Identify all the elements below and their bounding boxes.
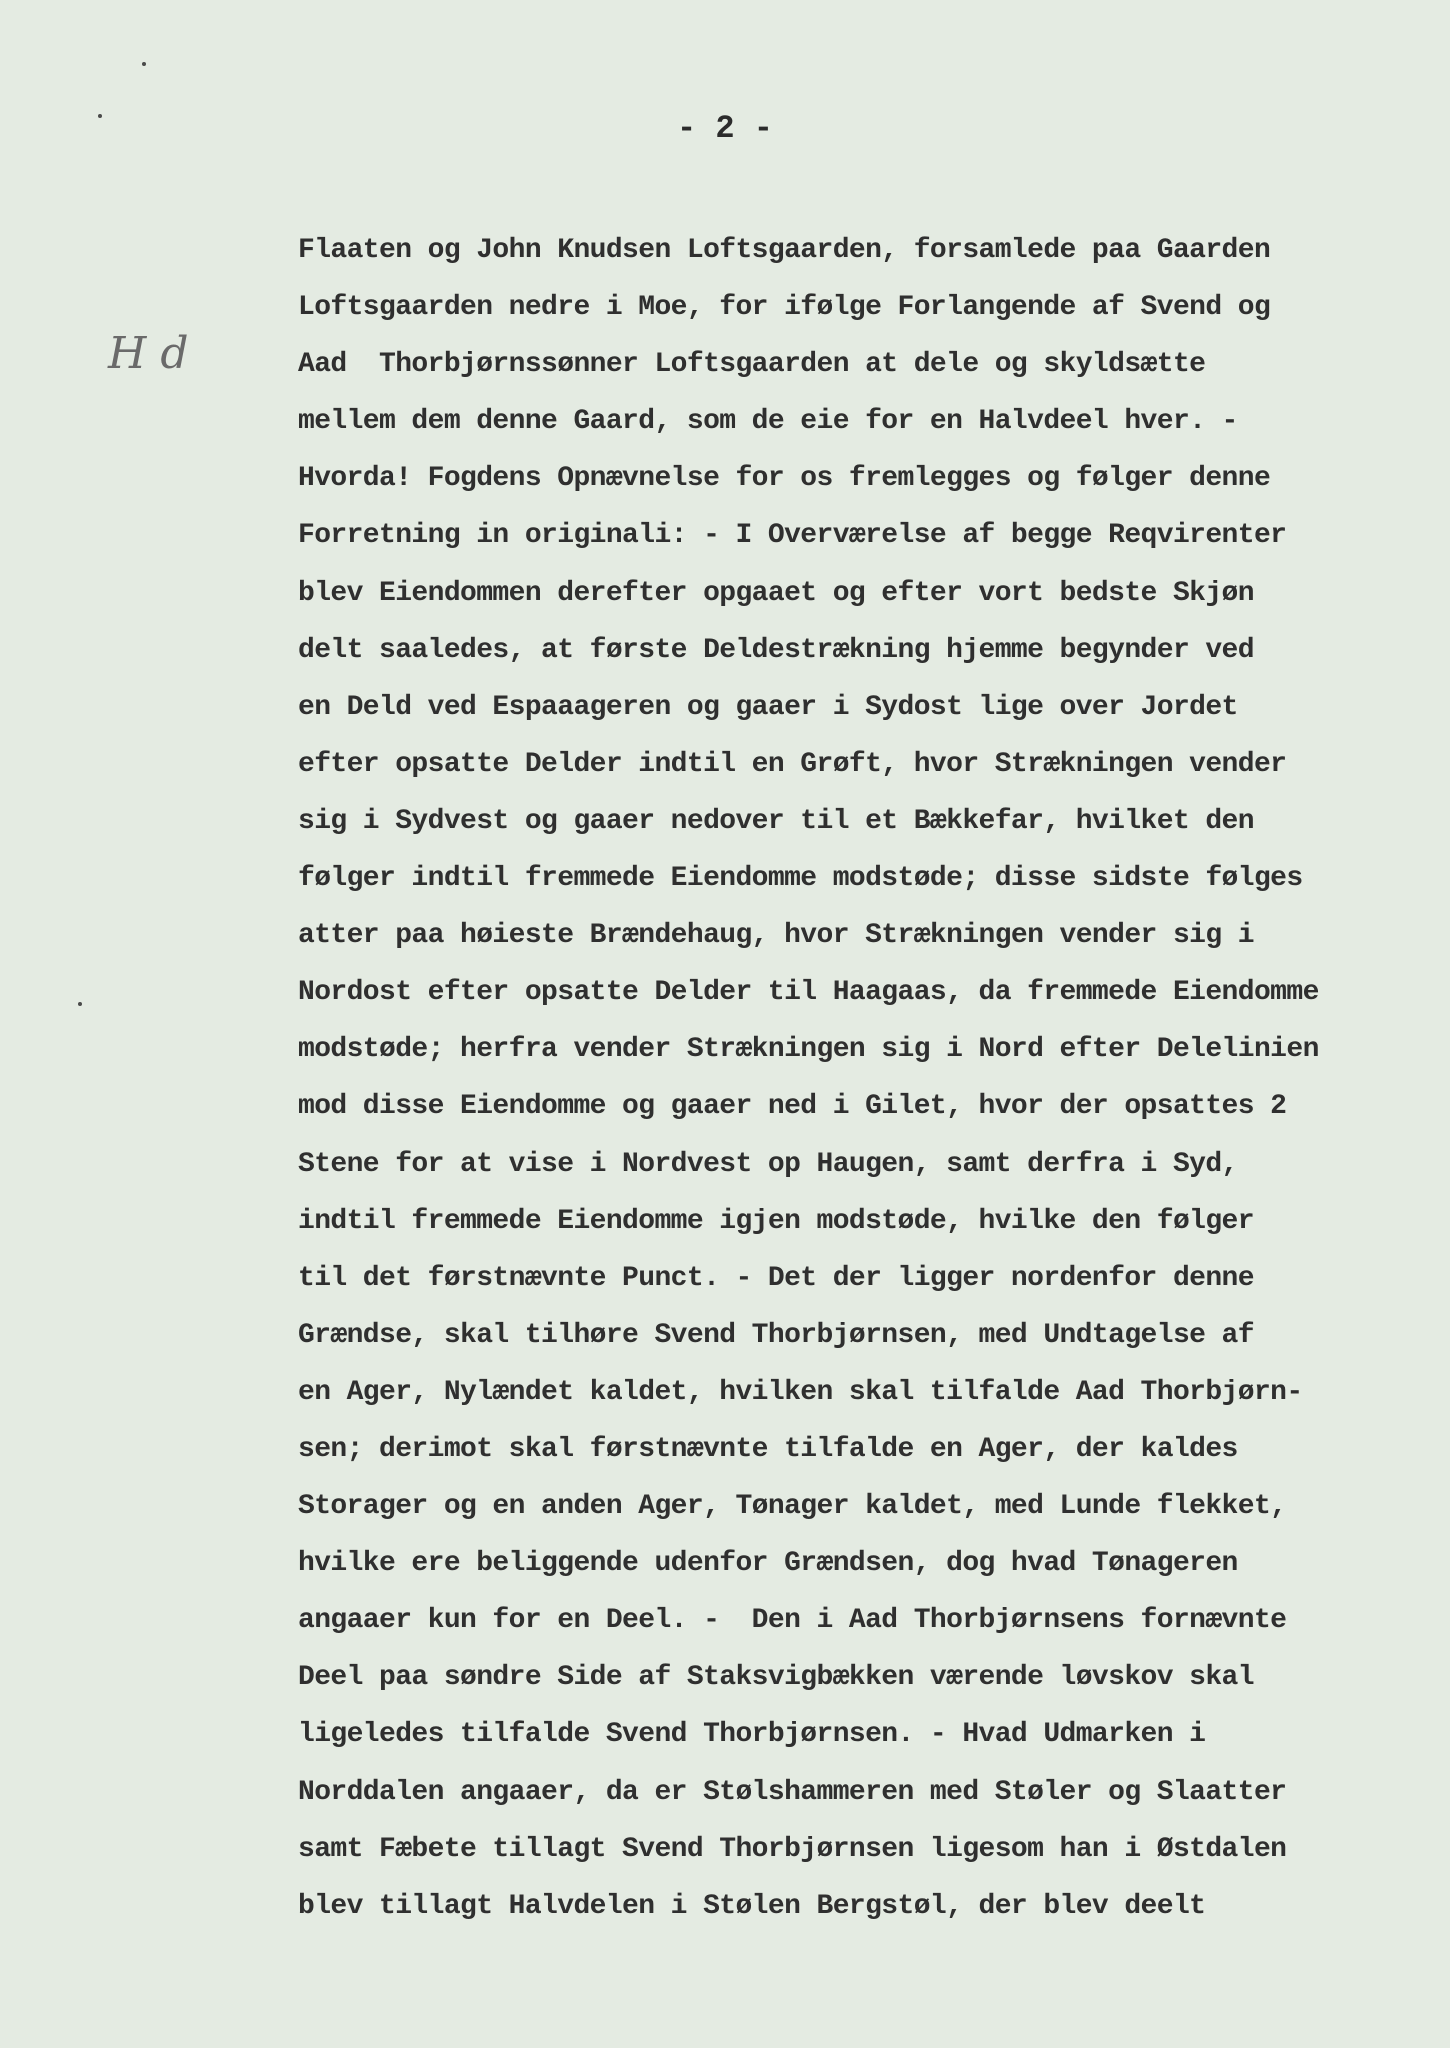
text-line: følger indtil fremmede Eiendomme modstøde; disse sidste følges — [298, 863, 1303, 895]
text-line: atter paa høieste Brændehaug, hvor Strækningen vender sig i — [298, 920, 1254, 952]
handwritten-margin-note: H d — [108, 328, 189, 379]
text-line: Deel paa søndre Side af Staksvigbækken værende løvskov skal — [298, 1662, 1254, 1694]
text-line: en Ager, Nylændet kaldet, hvilken skal tilfalde Aad Thorbjørn- — [298, 1376, 1303, 1408]
text-line: delt saaledes, at første Deldestrækning hjemme begynder ved — [298, 634, 1254, 666]
text-line: Stene for at vise i Nordvest op Haugen, samt derfra i Syd, — [298, 1148, 1238, 1180]
text-line: sig i Sydvest og gaaer nedover til et Bækkefar, hvilket den — [298, 805, 1254, 837]
text-line: sen; derimot skal førstnævnte tilfalde en Ager, der kaldes — [298, 1433, 1238, 1465]
text-line: Grændse, skal tilhøre Svend Thorbjørnsen, med Undtagelse af — [298, 1319, 1254, 1351]
text-line: Norddalen angaaer, da er Stølshammeren med Støler og Slaatter — [298, 1776, 1287, 1808]
text-line: til det førstnævnte Punct. - Det der ligger nordenfor denne — [298, 1262, 1254, 1294]
text-line: en Deld ved Espaaageren og gaaer i Sydost lige over Jordet — [298, 691, 1238, 723]
text-line: mellem dem denne Gaard, som de eie for en Halvdeel hver. - — [298, 406, 1238, 438]
text-line: Hvorda! Fogdens Opnævnelse for os fremlegges og følger denne — [298, 463, 1271, 495]
speck-mark — [142, 62, 146, 66]
text-line: efter opsatte Delder indtil en Grøft, hvor Strækningen vender — [298, 748, 1287, 780]
page-number: - 2 - — [676, 110, 773, 147]
text-line: Aad Thorbjørnssønner Loftsgaarden at dele og skyldsætte — [298, 349, 1206, 381]
text-line: angaaer kun for en Deel. - Den i Aad Thorbjørnsens fornævnte — [298, 1605, 1287, 1637]
text-line: blev Eiendommen derefter opgaaet og efter vort bedste Skjøn — [298, 577, 1254, 609]
speck-mark — [78, 1002, 82, 1006]
text-line: mod disse Eiendomme og gaaer ned i Gilet, hvor der opsattes 2 — [298, 1091, 1287, 1123]
text-line: Forretning in originali: - I Overværelse af begge Reqvirenter — [298, 520, 1287, 552]
text-line: indtil fremmede Eiendomme igjen modstøde, hvilke den følger — [298, 1205, 1254, 1237]
text-line: blev tillagt Halvdelen i Stølen Bergstøl, der blev deelt — [298, 1890, 1206, 1922]
text-line: samt Fæbete tillagt Svend Thorbjørnsen ligesom han i Østdalen — [298, 1833, 1287, 1865]
typed-text-body — [298, 222, 1418, 1935]
text-line: Loftsgaarden nedre i Moe, for ifølge Forlangende af Svend og — [298, 292, 1271, 324]
text-line: hvilke ere beliggende udenfor Grændsen, dog hvad Tønageren — [298, 1548, 1238, 1580]
text-line: Flaaten og John Knudsen Loftsgaarden, forsamlede paa Gaarden — [298, 235, 1271, 266]
text-line: Storager og en anden Ager, Tønager kaldet, med Lunde flekket, — [298, 1491, 1287, 1523]
text-line: modstøde; herfra vender Strækningen sig i Nord efter Delelinien — [298, 1034, 1319, 1066]
text-line: Nordost efter opsatte Delder til Haagaas, da fremmede Eiendomme — [298, 977, 1319, 1009]
text-line: ligeledes tilfalde Svend Thorbjørnsen. - Hvad Udmarken i — [298, 1719, 1206, 1751]
